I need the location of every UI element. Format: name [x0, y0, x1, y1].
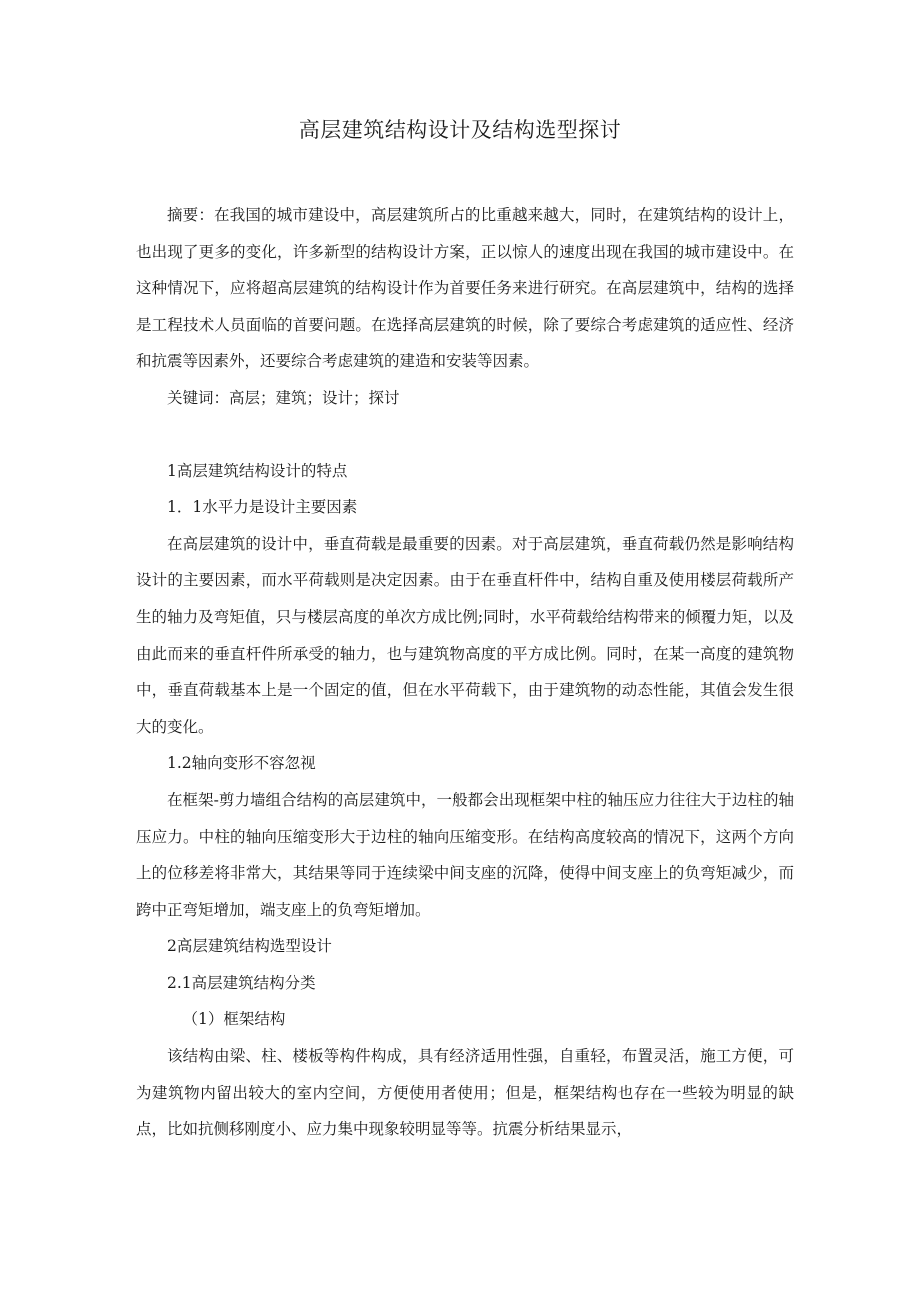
- keywords-line: 关键词：高层；建筑；设计；探讨: [167, 388, 400, 407]
- section-spacer: [136, 417, 794, 453]
- section-2-heading: 2高层建筑结构选型设计: [167, 937, 332, 956]
- abstract-paragraph: 摘要：在我国的城市建设中，高层建筑所占的比重越来越大，同时，在建筑结构的设计上，也出现了更多的变化，许多新型的结构设计方案，正以惊人的速度出现在我国的城市建设中。在这种情况下，应将超高层建筑的结构设计作为首要任务来进行研究。在高层建筑中，结构的选择是工程技术人员面临的首要问题。在选择高层建筑的时候，除了要综合考虑建筑的适应性、经济和抗震等因素外，还要综合考虑建筑的建造和安装等因素。: [136, 206, 794, 371]
- section-1-1-heading: 1．1水平力是设计主要因素: [167, 498, 358, 517]
- section-2-1-1-heading: （1）框架结构: [182, 1010, 286, 1029]
- document-body: [136, 197, 794, 1148]
- section-1-heading: 1高层建筑结构设计的特点: [167, 461, 348, 480]
- section-1-1-paragraph: 在高层建筑的设计中，垂直荷载是最重要的因素。对于高层建筑，垂直荷载仍然是影响结构设计的主要因素，而水平荷载则是决定因素。由于在垂直杆件中，结构自重及使用楼层荷载所产生的轴力及弯矩值，只与楼层高度的单次方成比例;同时，水平荷载给结构带来的倾覆力矩，以及由此而来的垂直杆件所承受的轴力，也与建筑物高度的平方成比例。同时，在某一高度的建筑物中，垂直荷载基本上是一个固定的值，但在水平荷载下，由于建筑物的动态性能，其值会发生很大的变化。: [136, 534, 794, 736]
- section-1-2-heading: 1.2轴向变形不容忽视: [167, 754, 316, 773]
- section-1-2-paragraph: 在框架-剪力墙组合结构的高层建筑中，一般都会出现框架中柱的轴压应力往往大于边柱的轴压应力。中柱的轴向压缩变形大于边柱的轴向压缩变形。在结构高度较高的情况下，这两个方向上的位移差将非常大，其结果等同于连续梁中间支座的沉降，使得中间支座上的负弯矩减少，而跨中正弯矩增加，端支座上的负弯矩增加。: [136, 790, 794, 919]
- section-2-1-1-paragraph: 该结构由梁、柱、楼板等构件构成，具有经济适用性强，自重轻，布置灵活，施工方便，可为建筑物内留出较大的室内空间，方便使用者使用；但是，框架结构也存在一些较为明显的缺点，比如抗侧移刚度小、应力集中现象较明显等等。抗震分析结果显示，: [136, 1047, 794, 1139]
- page-title: 高层建筑结构设计及结构选型探讨: [298, 118, 622, 142]
- section-2-1-heading: 2.1高层建筑结构分类: [167, 973, 316, 992]
